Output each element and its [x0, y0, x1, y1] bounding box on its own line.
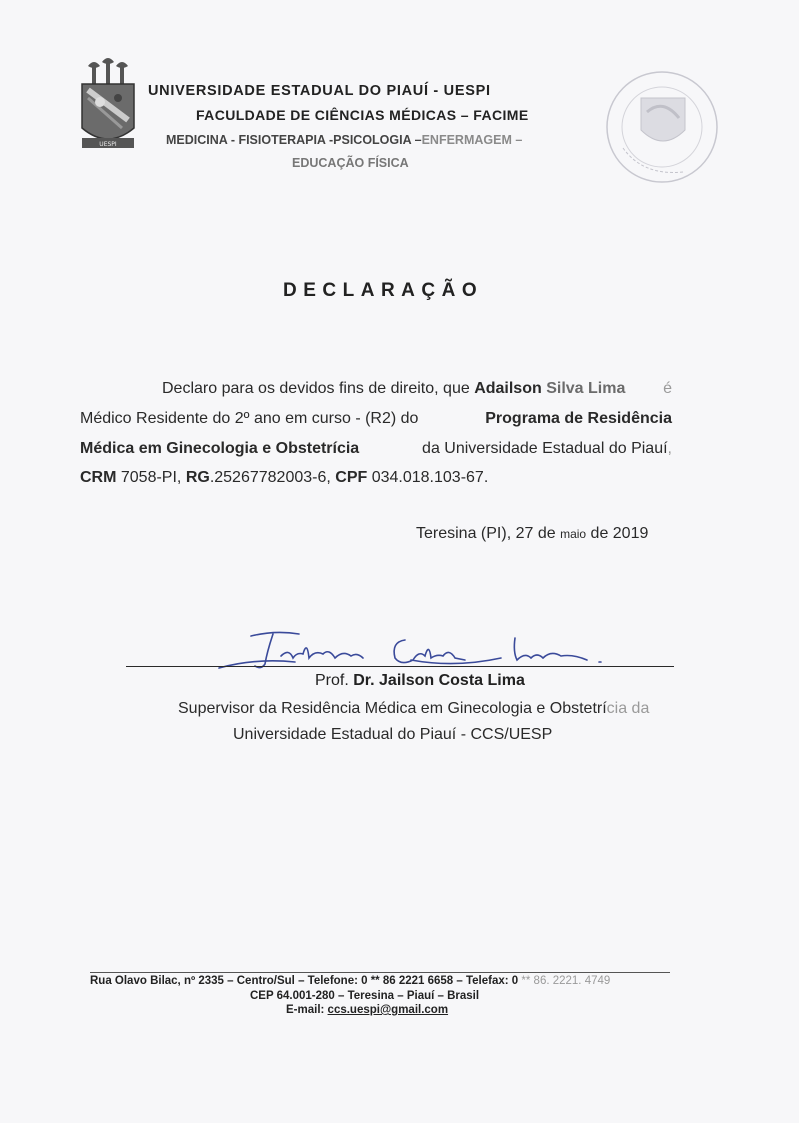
- handwritten-signature: [215, 628, 615, 676]
- document-title: DECLARAÇÃO: [283, 280, 484, 301]
- signer-role-line-1: [178, 700, 649, 718]
- signer-fullname: Dr. Jailson Costa Lima: [353, 672, 525, 689]
- address-text: Rua Olavo Bilac, nº 2335 – Centro/Sul – Telefone: 0 ** 86 2221 6658 – Telefax: 0: [90, 975, 519, 987]
- courses-line: [166, 133, 522, 147]
- rg-value: .25267782003-6,: [209, 469, 336, 486]
- person-name-first: Adailson: [474, 380, 542, 397]
- footer-email: [286, 1004, 448, 1016]
- institution-stamp: [603, 68, 721, 186]
- footer-address: [90, 975, 610, 987]
- program-name-end: Médica em Ginecologia e Obstetrícia: [80, 440, 360, 457]
- body-line-2: [80, 410, 672, 428]
- role-text-faded: cia da: [606, 700, 650, 717]
- body-text: da Universidade Estadual do Piauí: [422, 440, 668, 457]
- email-label: E-mail:: [286, 1004, 328, 1016]
- footer-divider: [90, 972, 670, 973]
- signer-name: [315, 672, 525, 690]
- signature-line: [126, 666, 674, 667]
- body-text: Médico Residente do 2º ano em curso - (R2) do: [80, 410, 419, 427]
- university-crest-logo: [78, 58, 138, 154]
- body-line-1: [162, 380, 672, 398]
- courses-part-c: ENFERMAGEM –: [421, 133, 523, 147]
- fax-number-tail: ** 86. 2221. 4749: [518, 975, 611, 987]
- body-text: ,: [667, 440, 672, 457]
- place-and-date: [416, 525, 648, 543]
- email-link[interactable]: ccs.uespi@gmail.com: [327, 1004, 449, 1016]
- rg-label: RG: [185, 469, 210, 486]
- body-line-3: [80, 440, 672, 458]
- signer-prefix: Prof.: [315, 672, 354, 689]
- courses-part-b: PSICOLOGIA –: [333, 133, 422, 147]
- body-text: é: [663, 380, 672, 397]
- crm-label: CRM: [80, 469, 117, 486]
- crm-value: 7058-PI,: [116, 469, 186, 486]
- faculty-name: FACULDADE DE CIÊNCIAS MÉDICAS – FACIME: [196, 107, 529, 123]
- university-name: UNIVERSIDADE ESTADUAL DO PIAUÍ - UESPI: [148, 83, 491, 99]
- date-month: maio: [560, 527, 587, 541]
- role-text: Supervisor da Residência Médica em Ginecologia e Obstetrí: [178, 700, 607, 717]
- courses-line-2: EDUCAÇÃO FÍSICA: [292, 156, 409, 170]
- person-name-rest: Silva Lima: [546, 380, 626, 397]
- cpf-value: 034.018.103-67.: [367, 469, 489, 486]
- signer-role-line-2: Universidade Estadual do Piauí - CCS/UESP: [233, 726, 553, 743]
- body-text: Declaro para os devidos fins de direito, que: [162, 380, 475, 397]
- body-line-4: [80, 469, 672, 487]
- date-place: Teresina (PI), 27 de: [416, 525, 561, 542]
- date-year: de 2019: [586, 525, 649, 542]
- courses-part-a: MEDICINA - FISIOTERAPIA -: [166, 133, 334, 147]
- footer-cep: CEP 64.001-280 – Teresina – Piauí – Brasil: [250, 990, 480, 1002]
- cpf-label: CPF: [335, 469, 368, 486]
- svg-text:UESPI: UESPI: [99, 141, 117, 148]
- program-name-start: Programa de Residência: [485, 410, 672, 427]
